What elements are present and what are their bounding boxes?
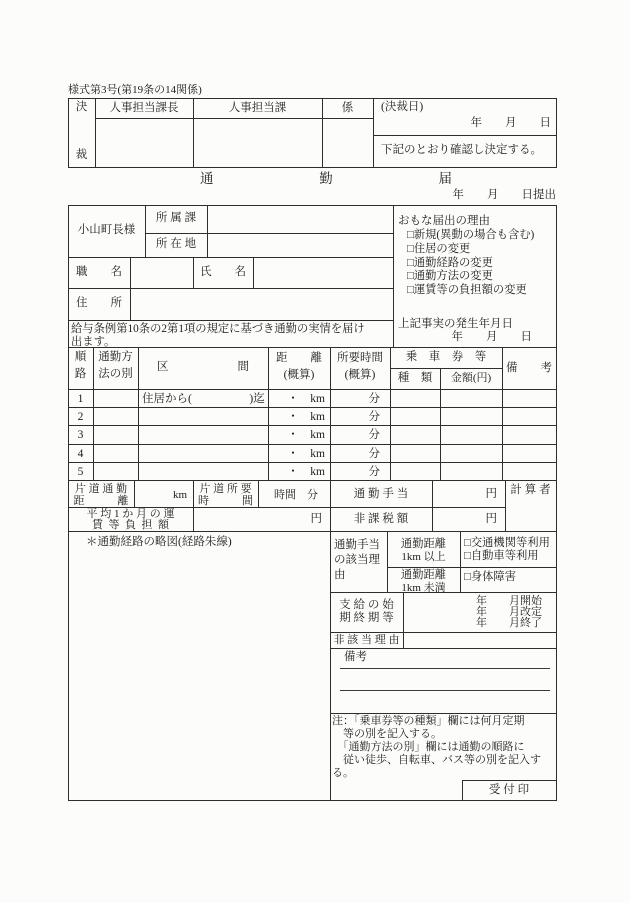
monthly-fare-label-2: 賃 等 負 担 額 <box>92 519 169 531</box>
grid-line <box>387 567 556 568</box>
col-hr-section: 人事担当課 <box>228 102 287 114</box>
address-input-field[interactable] <box>131 289 392 319</box>
route-row-distance[interactable]: ・ km <box>287 411 325 423</box>
approval-stamp-top: 決 <box>75 101 88 113</box>
monthly-fare-input[interactable] <box>194 508 314 530</box>
grid-line <box>390 368 502 369</box>
grid-line <box>373 135 557 136</box>
route-row-time[interactable]: 分 <box>368 429 380 441</box>
dist-under-label-2: 1km 未満 <box>401 582 446 594</box>
dist-over-label-2: 1km 以上 <box>401 551 446 563</box>
grid-line <box>462 780 556 781</box>
confirm-text: 下記のとおり確認し決定する。 <box>381 144 542 156</box>
calculator-label: 計 算 者 <box>510 484 551 496</box>
grid-line <box>390 347 391 480</box>
allowance-label: 通 勤 手 当 <box>353 488 409 500</box>
title-char: 勤 <box>319 171 333 186</box>
reason-title: おもな届出の理由 <box>398 215 490 227</box>
note-line: 従い徒歩、自転車、バス等の別を記入す <box>332 754 541 766</box>
payment-end-line: 年 月終了 <box>476 617 542 629</box>
office-input-field[interactable] <box>208 234 392 256</box>
route-col-no-2: 路 <box>74 368 87 380</box>
one-way-distance-label-2: 距 離 <box>73 495 129 507</box>
remarks-input-area[interactable] <box>340 655 550 710</box>
reason-option-new[interactable]: □新規(異動の場合も含む) <box>407 229 535 241</box>
receipt-stamp-label: 受 付 印 <box>488 784 530 796</box>
route-row-distance[interactable]: ・ km <box>287 393 325 405</box>
grid-line <box>68 98 557 99</box>
dist-under-label-1: 通勤距離 <box>400 569 447 581</box>
submit-date-line: 年 月 日提出 <box>452 189 556 201</box>
approval-stamp-bottom: 裁 <box>75 149 88 161</box>
route-row-no: 4 <box>77 448 84 460</box>
route-row-time[interactable]: 分 <box>368 448 380 460</box>
job-title-input-field[interactable] <box>131 258 192 287</box>
route-row-distance[interactable]: ・ km <box>287 466 325 478</box>
route-row-no: 1 <box>77 393 84 405</box>
route-row-section[interactable]: 住居から( )迄 <box>142 393 265 405</box>
reason-option-method[interactable]: □通勤方法の変更 <box>407 270 493 282</box>
route-row-distance[interactable]: ・ km <box>287 448 325 460</box>
grid-line <box>68 347 557 348</box>
payment-period-label-1: 支 給 の 始 <box>339 599 394 611</box>
title-char: 届 <box>438 171 452 186</box>
allowance-input[interactable] <box>433 481 488 506</box>
dept-label: 所 属 課 <box>155 212 197 224</box>
nontax-unit: 円 <box>485 513 497 525</box>
payment-revise-line: 年 月改定 <box>476 606 542 618</box>
route-col-method-2: 法の別 <box>98 368 133 380</box>
decision-date-line: 年 月 日 <box>470 117 551 129</box>
route-col-ticket-type: 種 類 <box>397 372 433 384</box>
one-way-distance-label-1: 片 道 通 勤 <box>74 483 128 495</box>
occurrence-date-label: 上記事実の発生年月日 <box>398 318 513 330</box>
payment-start-line: 年 月開始 <box>476 595 542 607</box>
ineligible-label: 非 該 当 理 由 <box>333 634 400 646</box>
eligibility-option-car[interactable]: □自動車等利用 <box>464 550 539 562</box>
sketch-drawing-area[interactable] <box>69 550 329 798</box>
one-way-distance-unit: km <box>172 489 187 501</box>
one-way-time-label-1: 片 道 所 要 <box>199 483 252 495</box>
route-col-method-1: 通勤方 <box>98 351 133 363</box>
reason-option-fare[interactable]: □運賃等の負担額の変更 <box>407 284 527 296</box>
dept-input-field[interactable] <box>208 206 392 232</box>
name-label: 氏 名 <box>200 266 246 278</box>
grid-line <box>556 98 557 168</box>
grid-line <box>68 320 393 321</box>
one-way-distance-input[interactable] <box>135 481 180 506</box>
declaration-line1: 給与条例第10条の2第1項の規定に基づき通勤の実情を届け <box>71 323 365 335</box>
grid-line <box>556 205 557 801</box>
col-hr-chief: 人事担当課長 <box>109 102 179 114</box>
route-col-ticket-amount: 金額(円) <box>450 372 492 384</box>
grid-line <box>68 425 557 426</box>
route-col-distance-1: 距 離 <box>276 352 322 364</box>
route-row-time[interactable]: 分 <box>368 466 380 478</box>
route-row-time[interactable]: 分 <box>368 411 380 423</box>
approval-signature-area[interactable] <box>96 119 372 166</box>
nontax-label: 非 課 税 額 <box>353 513 409 525</box>
route-col-distance-2: (概算) <box>283 369 315 381</box>
grid-line <box>330 713 556 714</box>
occurrence-date-line: 年 月 日 <box>451 331 532 343</box>
reason-option-route[interactable]: □通勤経路の変更 <box>407 257 493 269</box>
grid-line <box>330 648 556 649</box>
eligibility-label: 通勤手当の該当理由 <box>334 539 380 581</box>
route-col-time-2: (概算) <box>344 369 376 381</box>
grid-line <box>68 800 557 801</box>
form-number: 様式第3号(第19条の14関係) <box>68 84 202 96</box>
route-row-no: 5 <box>77 466 84 478</box>
eligibility-option-disability[interactable]: □身体障害 <box>464 571 517 583</box>
grid-line <box>373 98 374 168</box>
one-way-time-label-2: 時 間 <box>198 495 253 507</box>
nontax-input[interactable] <box>433 508 488 530</box>
col-staff: 係 <box>341 102 354 114</box>
route-row-no: 2 <box>77 411 84 423</box>
route-row-distance[interactable]: ・ km <box>287 429 325 441</box>
route-col-no-1: 順 <box>74 351 87 363</box>
one-way-time-unit: 時間 分 <box>274 489 318 501</box>
route-col-section: 区 間 <box>157 361 249 373</box>
note-line: る。 <box>332 767 354 779</box>
grid-line <box>393 205 394 347</box>
remarks-label: 備考 <box>344 651 367 663</box>
page-title <box>200 167 452 187</box>
title-char: 通 <box>200 171 214 186</box>
decision-date-label: (決裁日) <box>381 101 424 113</box>
note-line: 等の別を記入する。 <box>332 728 442 740</box>
ineligible-input[interactable] <box>404 633 555 647</box>
monthly-fare-label-1: 平 均 1 か 月 の 運 <box>86 508 175 520</box>
route-col-remarks: 備 考 <box>506 362 552 374</box>
sketch-label: ＊通勤経路の略図(経路朱線) <box>86 536 232 548</box>
note-line: 「通勤方法の別」欄には通勤の順路に <box>332 741 525 753</box>
addressee: 小山町長様 <box>77 224 136 236</box>
office-label: 所 在 地 <box>155 238 197 250</box>
monthly-fare-unit: 円 <box>310 513 322 525</box>
route-row-time[interactable]: 分 <box>368 393 380 405</box>
grid-line <box>68 389 557 390</box>
dist-over-label-1: 通勤距離 <box>400 538 447 550</box>
grid-line <box>330 531 331 800</box>
declaration-line2: 出ます。 <box>71 336 116 348</box>
eligibility-option-transit[interactable]: □交通機関等利用 <box>464 537 550 549</box>
address-label: 住 所 <box>76 297 122 309</box>
grid-line <box>68 444 557 445</box>
reason-option-residence[interactable]: □住居の変更 <box>407 243 471 255</box>
grid-line <box>93 347 94 480</box>
route-col-ticket: 乗 車 券 等 <box>405 351 487 363</box>
allowance-unit: 円 <box>485 488 497 500</box>
note-line: 注：「乗車券等の種類」欄には何月定期 <box>332 715 525 727</box>
grid-line <box>68 462 557 463</box>
route-row-no: 3 <box>77 429 84 441</box>
route-col-time-1: 所要時間 <box>337 352 383 364</box>
payment-period-label-2: 期 終 期 等 <box>339 612 394 624</box>
grid-line <box>460 531 461 592</box>
job-title-label: 職 名 <box>76 266 122 278</box>
name-input-field[interactable] <box>254 258 392 287</box>
grid-line <box>68 407 557 408</box>
